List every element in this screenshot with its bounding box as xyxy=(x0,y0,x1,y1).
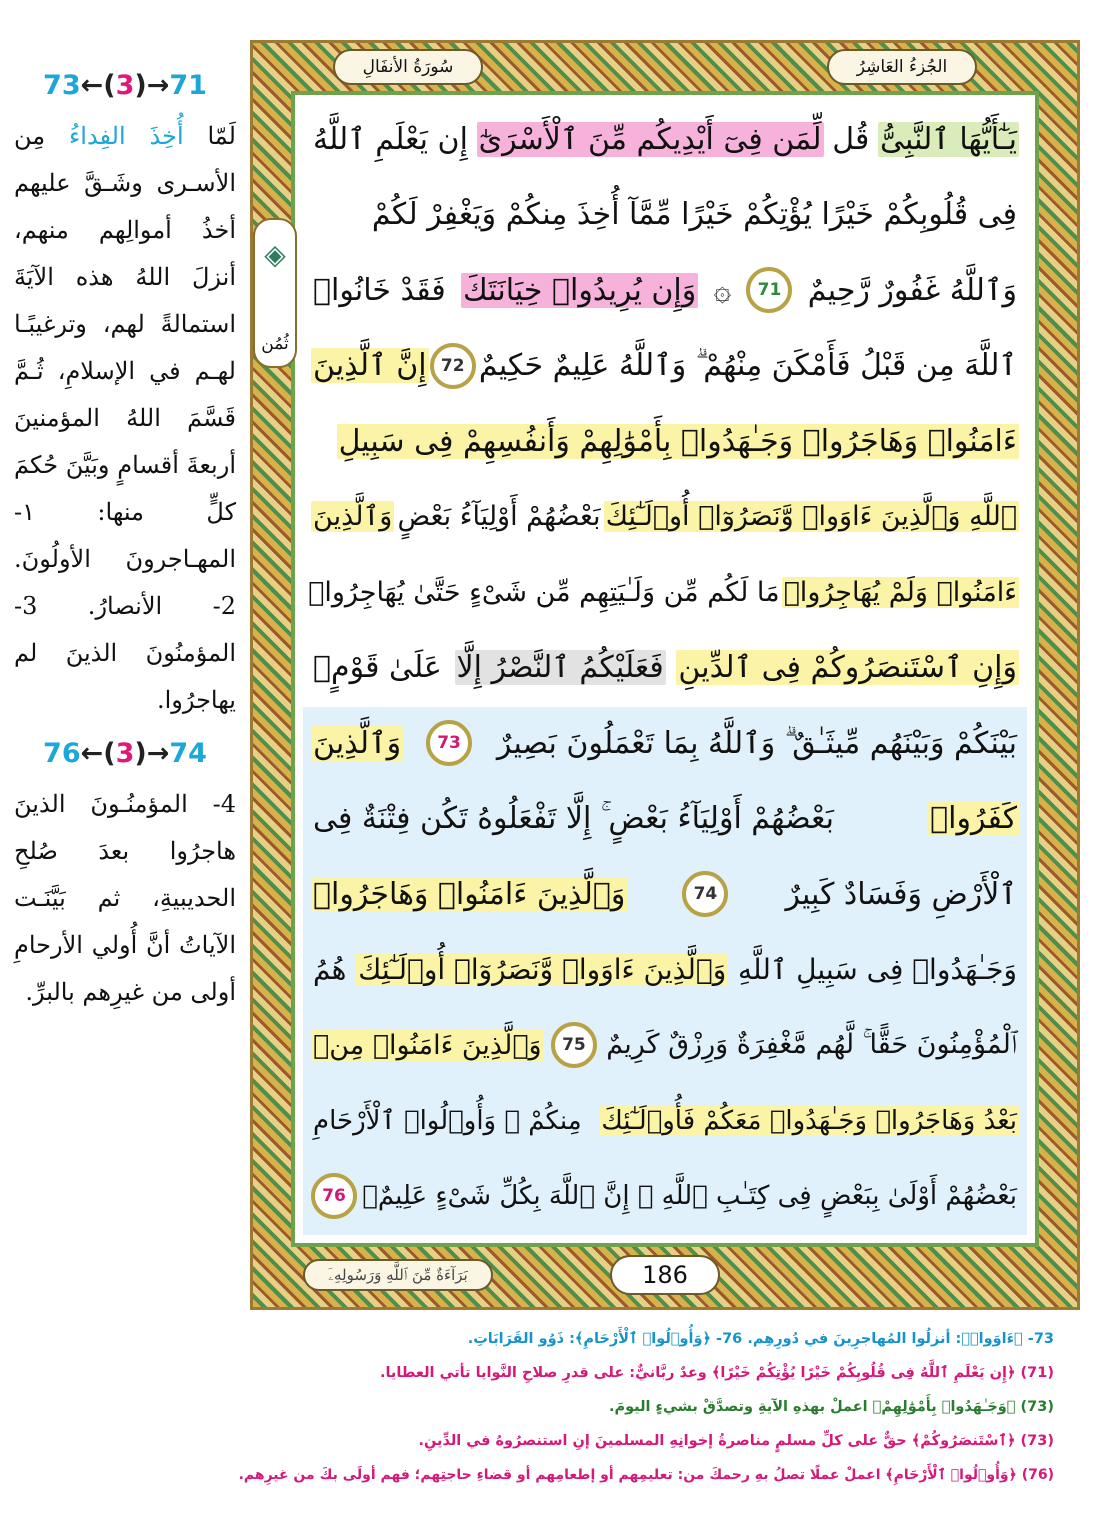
verse-line xyxy=(303,1160,1027,1232)
verse-segment: ٱلْأَرْضِ وَفَسَادٌ كَبِيرٌ xyxy=(785,876,1017,912)
verse-segment: إِن يَعْلَمِ ٱللَّهُ xyxy=(313,121,468,157)
verses-area xyxy=(303,103,1027,1235)
footnote-76: (76) ﴿وَأُو۟لُوا۟ ٱلْأَرْحَامِ﴾ اعملْ عملًا تصلُ بهِ رحمكَ من: تعليمِهم أو إطعامِهم أو قضاءِ حاجتِهم؛ فهم أولَى بكَ من غيرِهم. xyxy=(238,1467,1054,1483)
verse-line xyxy=(303,783,1027,855)
footnote-73b: (73) ﴿ٱسْتَنصَرُوكُمْ﴾ حقٌّ على كلِّ مسلمٍ مناصرةُ إخوانِهِ المسلمينَ إنِ استنصرُوهُ في الدِّينِ. xyxy=(418,1433,1054,1449)
footnote-vocab: 73- ﴿ءَاوَوا۟﴾: أنزلُوا المُهاجرِينَ في دُورِهِم. 76- ﴿وَأُو۟لُوا۟ ٱلْأَرْحَامِ﴾: ذَوُو القَرَابَاتِ. xyxy=(467,1331,1054,1347)
verse-segment: يَـٰٓأَيُّهَا ٱلنَّبِىُّ xyxy=(880,121,1017,157)
page-number: 186 xyxy=(610,1255,720,1295)
verse-segment: بَيْنَكُمْ وَبَيْنَهُم مِّيثَـٰقٌ ۗ وَٱللَّهُ بِمَا تَعْمَلُونَ بَصِيرٌ xyxy=(496,725,1017,761)
verse-line xyxy=(303,179,1027,251)
verse-segment: هُمُ xyxy=(313,953,347,986)
verse-segment: ٱلْمُؤْمِنُونَ حَقًّا ۚ لَّهُم مَّغْفِرَةٌ وَرِزْقٌ كَرِيمٌ xyxy=(606,1029,1017,1060)
ayah-number-marker: 76 xyxy=(311,1173,357,1219)
verse-segment: وَٱلَّذِينَ ءَامَنُوا۟ وَهَاجَرُوا۟ xyxy=(313,876,626,912)
verse-segment: مِنكُمْ ۚ وَأُو۟لُوا۟ ٱلْأَرْحَامِ xyxy=(313,1105,582,1136)
ayah-number-marker: 73 xyxy=(426,720,472,766)
dome-icon: ◈ xyxy=(264,238,286,271)
surah-label: سُورَةُ الأنفَالِ xyxy=(333,49,483,85)
verse-segment: ۞ xyxy=(713,272,732,308)
verse-line xyxy=(303,1009,1027,1081)
verse-segment: وَٱلَّذِينَ ءَامَنُوا۟ مِنۢ xyxy=(313,1029,542,1061)
verse-segment: ءَامَنُوا۟ وَهَاجَرُوا۟ وَجَـٰهَدُوا۟ بِأَمْوَٰلِهِمْ وَأَنفُسِهِمْ فِى سَبِيلِ xyxy=(338,423,1017,459)
ayah-number-marker: 72 xyxy=(430,343,476,389)
side-heading-1: 73←(3)→71 xyxy=(43,70,207,101)
verse-line xyxy=(303,858,1027,930)
verse-segment: فِى قُلُوبِكُمْ خَيْرًا يُؤْتِكُمْ خَيْرًا مِّمَّآ أُخِذَ مِنكُمْ وَيَغْفِرْ لَكُمْ xyxy=(371,197,1017,232)
footnotes xyxy=(220,1322,1054,1492)
thumn-marker: ◈ ثُمُن xyxy=(253,218,297,368)
verse-segment: ءَامَنُوا۟ وَلَمْ يُهَاجِرُوا۟ xyxy=(783,576,1017,608)
verse-segment: كَفَرُوا۟ xyxy=(930,801,1017,836)
side-paragraph-2: 4- المؤمنُـونَ الذينَ هاجرُوا بعدَ صُلحِ الحديبيةِ، ثم بَيَّنَـت الآياتُ أنَّ أُولي الأرحامِ أولى من غيرِهم بالبرِّ. xyxy=(14,790,236,1006)
verse-line xyxy=(303,632,1027,704)
verse-segment: وَجَـٰهَدُوا۟ فِى سَبِيلِ ٱللَّهِ xyxy=(738,953,1017,986)
verse-segment: فَعَلَيْكُمُ ٱلنَّصْرُ إِلَّا xyxy=(456,650,664,685)
verse-line xyxy=(303,556,1027,628)
verse-segment: قُل xyxy=(832,121,870,157)
ayah-number-marker: 71 xyxy=(746,267,792,313)
verse-segment: وَٱللَّهُ غَفُورٌ رَّحِيمٌ xyxy=(807,272,1017,308)
quran-page-frame xyxy=(250,40,1080,1310)
ayah-number-marker: 74 xyxy=(682,871,728,917)
verse-segment: إِنَّ ٱلَّذِينَ xyxy=(313,348,427,383)
catchword: بَرَآءَةٌ مِّنَ ٱللَّهِ وَرَسُولِهِۦٓ xyxy=(303,1259,493,1291)
verse-segment: وَٱلَّذِينَ xyxy=(313,725,402,761)
verse-segment: وَإِنِ ٱسْتَنصَرُوكُمْ فِى ٱلدِّينِ xyxy=(678,650,1017,685)
verse-segment: عَلَىٰ قَوْمٍۭ xyxy=(313,650,442,685)
verse-line xyxy=(303,934,1027,1006)
verse-line xyxy=(303,481,1027,553)
verse-segment: بَعْضُهُمْ أَوْلِيَآءُ بَعْضٍ ۚ إِلَّا تَفْعَلُوهُ تَكُن فِتْنَةٌ فِى xyxy=(313,801,834,836)
verse-segment: فَقَدْ خَانُوا۟ xyxy=(313,272,446,308)
verse-segment: وَإِن يُرِيدُوا۟ خِيَانَتَكَ xyxy=(463,272,697,308)
verse-line xyxy=(303,1085,1027,1157)
footnote-73a: (73) ﴿وَجَـٰهَدُوا۟ بِأَمْوَٰلِهِمْ﴾ اعملْ بهذهِ الآيةِ وتصدَّقْ بشيءٍ اليومَ. xyxy=(608,1399,1054,1415)
footnote-71: (71) ﴿إِن يَعْلَمِ ٱللَّهُ فِى قُلُوبِكُمْ خَيْرًا يُؤْتِكُمْ خَيْرًا﴾ وعدٌ ربَّانيٌّ: على قدرِ صلاحِ النَّوايا تأتي العطايا. xyxy=(379,1365,1054,1381)
verse-segment: ٱللَّهِ وَٱلَّذِينَ ءَاوَوا۟ وَّنَصَرُوٓا۟ أُو۟لَـٰٓئِكَ xyxy=(605,501,1017,532)
verse-segment: مَا لَكُم مِّن وَلَـٰيَتِهِم مِّن شَىْءٍ حَتَّىٰ يُهَاجِرُوا۟ xyxy=(308,576,780,608)
verse-segment: بَعْدُ وَهَاجَرُوا۟ وَجَـٰهَدُوا۟ مَعَكُمْ فَأُو۟لَـٰٓئِكَ xyxy=(601,1105,1017,1136)
side-paragraph-1: لَمّا أُخِذَ الفِداءُ مِن الأسـرى وشَـقَّ عليهم أخذُ أموالِهم منهم، أنزلَ اللهُ هذه الآيَةَ استمالةً لهم، وترغيبًـا لهـم في الإسلامِ، ثُـمَّ قَسَّمَ اللهُ المؤمنينَ أربعةَ أقسامٍ وبَيَّنَ حُكمَ كلٍّ منها: ١-المهـاجرونَ الأولُونَ. 2- الأنصارُ. 3- المؤمنُونَ الذينَ لم يهاجرُوا. xyxy=(14,122,236,714)
verse-segment: بَعْضُهُمْ أَوْلَىٰ بِبَعْضٍ فِى كِتَـٰبِ ٱللَّهِ ۗ إِنَّ ٱللَّهَ بِكُلِّ شَىْءٍ عَلِيمٌۢ xyxy=(362,1181,1017,1211)
verse-line xyxy=(303,103,1027,175)
text-panel xyxy=(291,91,1039,1247)
verse-segment: ٱللَّهَ مِن قَبْلُ فَأَمْكَنَ مِنْهُمْ ۗ وَٱللَّهُ عَلِيمٌ حَكِيمٌ xyxy=(478,348,1017,383)
juz-label: الجُزءُ العَاشِرُ xyxy=(827,49,977,85)
side-heading-2: 76←(3)→74 xyxy=(43,738,207,769)
verse-line xyxy=(303,707,1027,779)
verse-segment: بَعْضُهُمْ أَوْلِيَآءُ بَعْضٍ xyxy=(397,501,601,532)
side-tafsir xyxy=(14,70,236,1016)
verse-line xyxy=(303,254,1027,326)
verse-segment: وَٱلَّذِينَ xyxy=(313,501,393,532)
verse-line xyxy=(303,330,1027,402)
verse-line xyxy=(303,405,1027,477)
verse-segment: وَٱلَّذِينَ ءَاوَوا۟ وَّنَصَرُوٓا۟ أُو۟لَـٰٓئِكَ xyxy=(358,953,727,986)
verse-segment: لِّمَن فِىٓ أَيْدِيكُم مِّنَ ٱلْأَسْرَىٰٓ xyxy=(478,121,822,157)
ayah-number-marker: 75 xyxy=(551,1022,597,1068)
